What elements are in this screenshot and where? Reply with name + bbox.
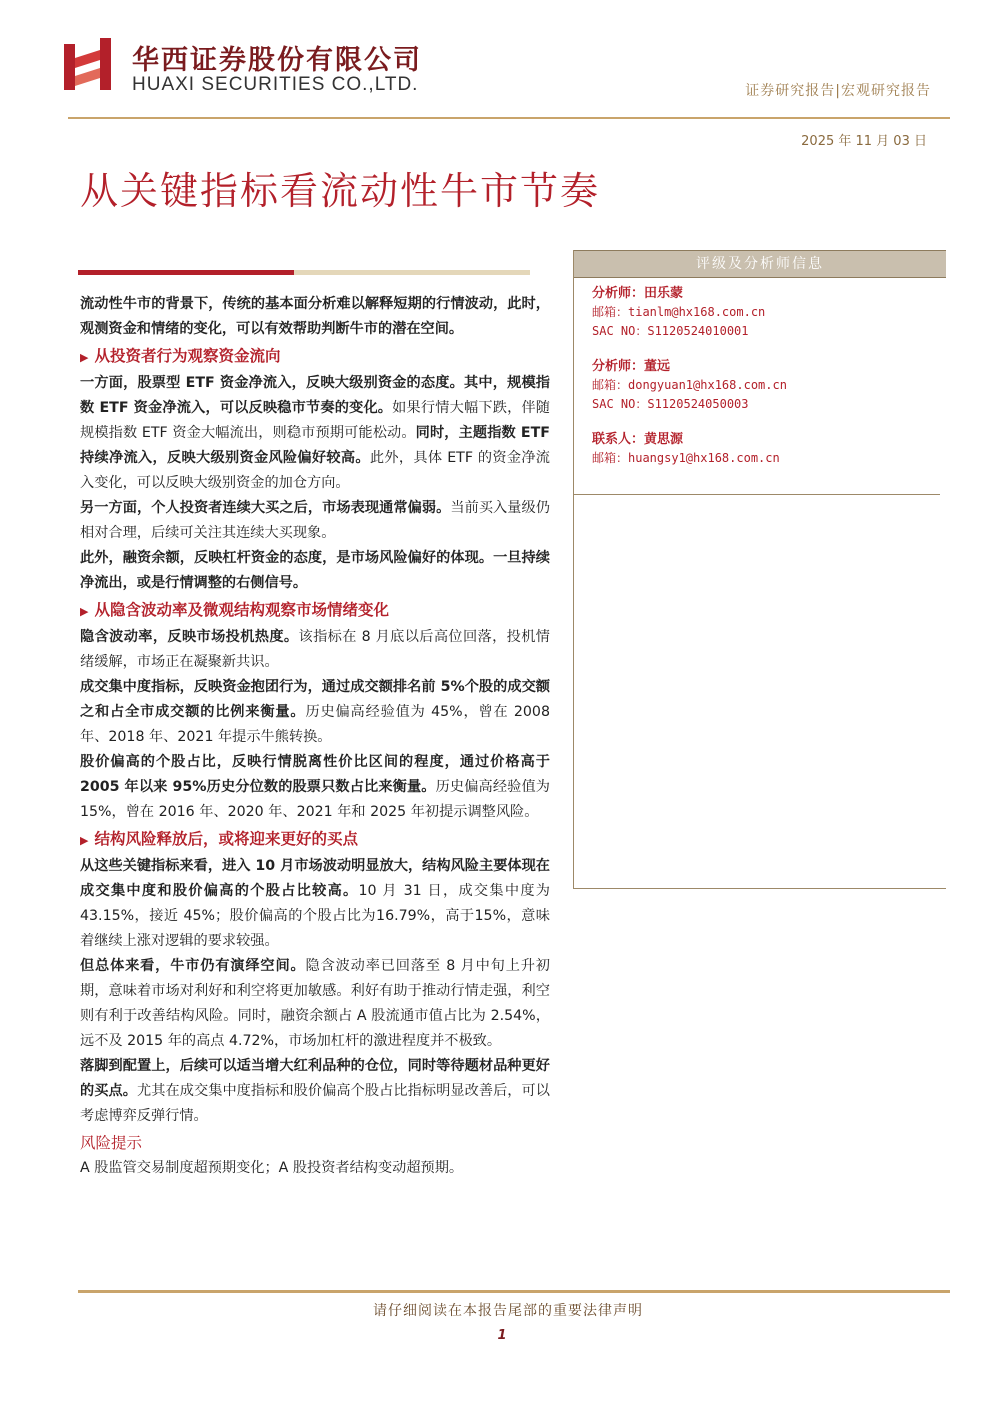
- section-heading-text: 从隐含波动率及微观结构观察市场情绪变化: [94, 601, 389, 619]
- triangle-bullet-icon: ▶: [80, 834, 89, 847]
- bold-text-run: 另一方面，个人投资者连续大买之后，市场表现通常偏弱。: [80, 500, 451, 516]
- section-heading-text: 从投资者行为观察资金流向: [94, 347, 281, 365]
- analyst-name: 分析师：董远: [592, 359, 671, 374]
- bold-text-run: 一方面，股票型 ETF 资金净流入，反映大级别资金的态度。其中，规模指数 ETF 资金净流入，可以反映稳市节奏的变化。: [80, 375, 550, 416]
- section-paragraph: [80, 675, 550, 750]
- footer-divider: [78, 1290, 950, 1293]
- text-run: 历史偏高经验值为 15%，曾在 2016 年、2020 年、2021 年和 2025 年初提示调整风险。: [80, 779, 550, 820]
- triangle-bullet-icon: ▶: [80, 351, 89, 364]
- text-run: 此外，具体 ETF 的资金净流入变化，可以反映大级别资金的加仓方向。: [80, 450, 550, 491]
- report-date: 2025 年 11 月 03 日: [801, 134, 927, 149]
- text-run: 历史偏高经验值为 45%，曾在 2008 年、2018 年、2021 年提示牛熊转换。: [80, 704, 550, 745]
- analyst-sac-number: SAC NO：S1120524050003: [592, 397, 749, 411]
- text-run: 该指标在 8 月底以后高位回落，投机情绪缓解，市场正在凝聚新共识。: [80, 629, 550, 670]
- bold-text-run: 此外，融资余额，反映杠杆资金的态度，是市场风险偏好的体现。一旦持续净流出，或是行情调整的右侧信号。: [80, 550, 550, 591]
- text-run: 当前买入量级仍相对合理，后续可关注其连续大买现象。: [80, 500, 550, 541]
- section-heading: [80, 344, 550, 370]
- section-paragraph: [80, 854, 550, 954]
- bold-text-run: 成交集中度指标，反映资金抱团行为，通过成交额排名前 5%个股的成交额之和占全市成交额的比例来衡量。: [80, 679, 550, 720]
- page-number: 1: [497, 1328, 507, 1343]
- text-run: 尤其在成交集中度指标和股价偏高个股占比指标明显改善后，可以考虑博弈反弹行情。: [80, 1083, 550, 1124]
- analyst-name: 分析师：田乐蒙: [592, 286, 684, 301]
- analyst-panel-header: 评级及分析师信息: [574, 250, 946, 278]
- section-paragraph: [80, 371, 550, 496]
- summary-sections: [80, 344, 550, 1129]
- huaxi-logo-icon: [60, 36, 120, 96]
- report-title: 从关键指标看流动性牛市节奏: [80, 169, 601, 213]
- bold-text-run: 同时，主题指数 ETF 持续净流入，反映大级别资金风险偏好较高。: [80, 425, 550, 466]
- legal-notice: 请仔细阅读在本报告尾部的重要法律声明: [373, 1303, 643, 1319]
- bold-text-run: 隐含波动率，反映市场投机热度。: [80, 629, 299, 645]
- risk-text: A 股监管交易制度超预期变化；A 股投资者结构变动超预期。: [80, 1160, 464, 1176]
- section-paragraph: [80, 954, 550, 1054]
- analyst-name: 联系人：黄思源: [592, 432, 684, 447]
- header-divider: [68, 117, 950, 119]
- analyst-entry: [592, 284, 946, 341]
- section-paragraph: [80, 496, 550, 546]
- section-heading-text: 结构风险释放后，或将迎来更好的买点: [94, 830, 358, 848]
- intro-paragraph: 流动性牛市的背景下，传统的基本面分析难以解释短期的行情波动，此时，观测资金和情绪的变化，可以有效帮助判断牛市的潜在空间。: [80, 296, 550, 337]
- analyst-email[interactable]: 邮箱：huangsy1@hx168.com.cn: [592, 451, 780, 465]
- bold-text-run: 但总体来看，牛市仍有演绎空间。: [80, 958, 306, 974]
- triangle-bullet-icon: ▶: [80, 605, 89, 618]
- company-name-cn: 华西证券股份有限公司: [132, 45, 422, 76]
- analyst-sac-number: SAC NO：S1120524010001: [592, 324, 749, 338]
- section-paragraph: [80, 546, 550, 596]
- report-type: 证券研究报告|宏观研究报告: [745, 83, 931, 99]
- analyst-email[interactable]: 邮箱：dongyuan1@hx168.com.cn: [592, 378, 787, 392]
- company-name-en: HUAXI SECURITIES CO.,LTD.: [132, 74, 419, 95]
- company-logo: [60, 36, 460, 100]
- section-paragraph: [80, 625, 550, 675]
- analyst-list: [574, 278, 946, 468]
- bold-text-run: 从这些关键指标来看，进入 10 月市场波动明显放大，结构风险主要体现在成交集中度和股价偏高的个股占比较高。: [80, 858, 550, 899]
- section-paragraph: [80, 750, 550, 825]
- text-run: 10 月 31 日，成交集中度为 43.15%，接近 45%；股价偏高的个股占比为16.79%，高于15%，意味着继续上涨对逻辑的要求较强。: [80, 883, 550, 949]
- analyst-entry: [592, 357, 946, 414]
- analyst-email[interactable]: 邮箱：tianlm@hx168.com.cn: [592, 305, 766, 319]
- section-paragraph: [80, 1054, 550, 1129]
- title-underline: [78, 270, 530, 275]
- text-run: 隐含波动率已回落至 8 月中旬上升初期，意味着市场对利好和利空将更加敏感。利好有助于推动行情走强，利空则有利于改善结构风险。同时，融资余额占 A 股流通市值占比为 2.54%，远不及 2015 年的高点 4.72%，市场加杠杆的激进程度并不极致。: [80, 958, 550, 1049]
- section-heading: [80, 827, 550, 853]
- section-heading: [80, 598, 550, 624]
- risk-heading: 风险提示: [80, 1134, 143, 1152]
- sidebar-divider: [574, 494, 940, 495]
- text-run: 如果行情大幅下跌，伴随规模指数 ETF 资金大幅流出，则稳市预期可能松动。: [80, 400, 550, 441]
- analyst-info-panel: [573, 250, 946, 889]
- analyst-entry: [592, 430, 946, 468]
- report-summary: [80, 292, 550, 1181]
- bold-text-run: 落脚到配置上，后续可以适当增大红利品种的仓位，同时等待题材品种更好的买点。: [80, 1058, 550, 1099]
- bold-text-run: 股价偏高的个股占比，反映行情脱离性价比区间的程度，通过价格高于 2005 年以来 95%历史分位数的股票只数占比来衡量。: [80, 754, 550, 795]
